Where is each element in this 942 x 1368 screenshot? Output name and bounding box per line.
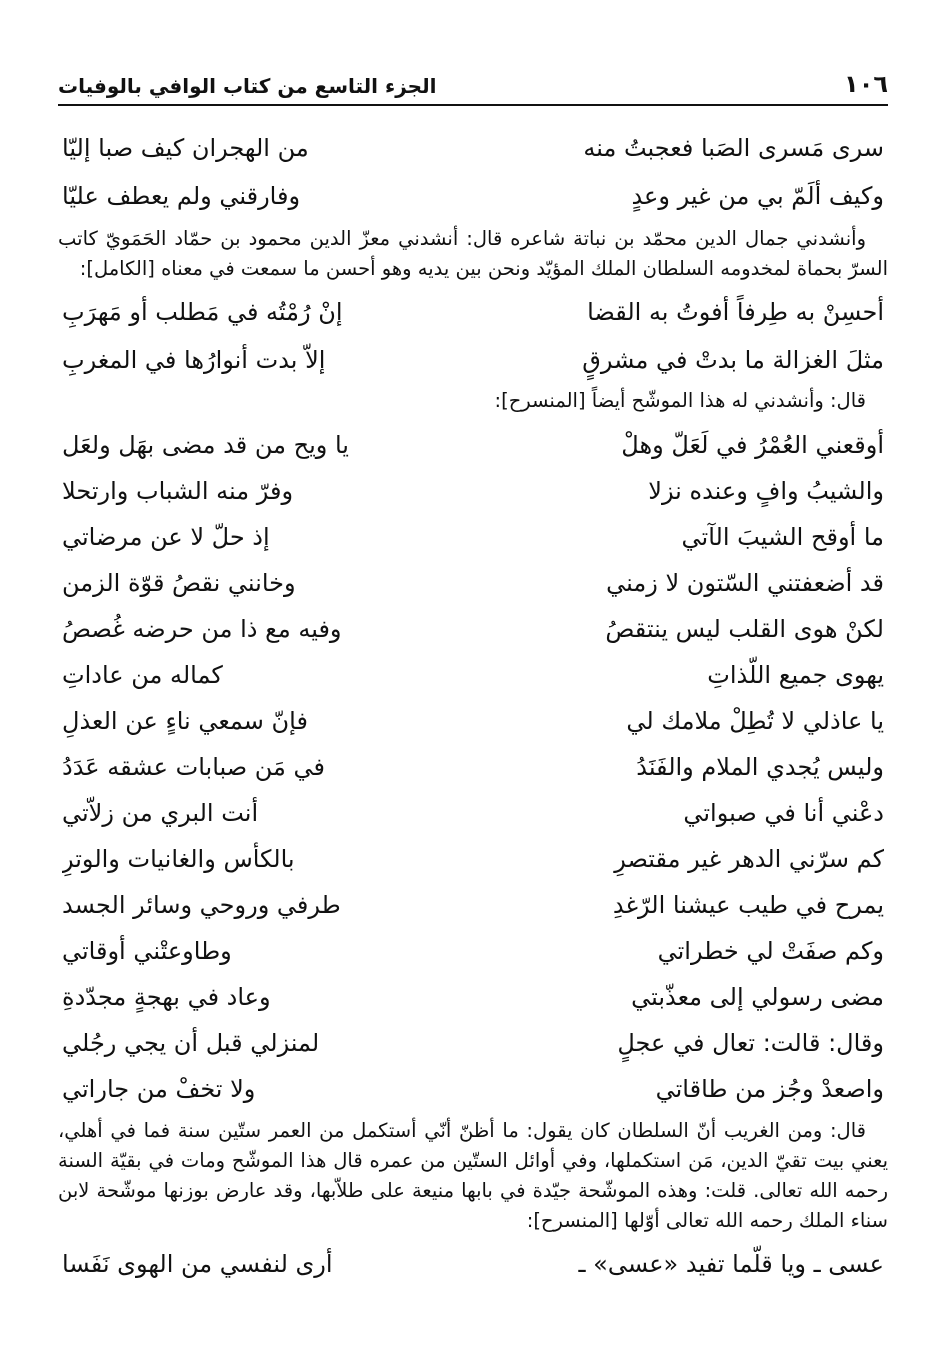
verse-line [58,422,888,468]
verse-first-hemistich: قد أضعفتني السّتون لا زمني [606,569,884,597]
verse-second-hemistich: إنْ رُمْتُه في مَطلب أو مَهرَبِ [62,298,343,326]
verse-second-hemistich: طرفي وروحي وسائر الجسد [62,891,341,919]
prose-paragraph: وأنشدني جمال الدين محمّد بن نباتة شاعره قال: أنشدني معزّ الدين محمود بن حمّاد الحَمَويّ كاتب السرّ بحماة لمخدومه السلطان الملك المؤيّد ونحن بين يديه وهو أحسن ما سمعت في معناه [الكامل]: [58,227,888,280]
verse-second-hemistich: فإنّ سمعي ناءٍ عن العذلِ [62,707,308,735]
book-page [58,54,888,1288]
verse-first-hemistich: واصعدْ وجُز من طاقاتي [655,1075,884,1103]
verse-first-hemistich: أحسِنْ به طِرفاً أفوتُ به القضا [587,298,884,326]
page-content [58,124,888,1288]
verse-group [58,124,888,220]
verse-line [58,468,888,514]
verse-second-hemistich: أرى لنفسي من الهوى نَفَسا [62,1250,333,1278]
verse-first-hemistich: يمرح في طيب عيشنا الرّغدِ [612,891,884,919]
verse-line [58,1240,888,1288]
verse-line [58,336,888,384]
verse-group [58,288,888,384]
verse-second-hemistich: يا ويح من قد مضى بهَل ولعَل [62,431,349,459]
verse-second-hemistich: وخانني نقصُ قوّة الزمن [62,569,296,597]
verse-line [58,836,888,882]
prose-paragraph: قال: وأنشدني له هذا الموشّح أيضاً [المنسرح]: [494,389,866,412]
verse-second-hemistich: أنت البري من زلاّتي [62,799,259,827]
verse-first-hemistich: دعْني أنا في صبواتي [683,799,884,827]
verse-second-hemistich: وفيه مع ذا من حرضه غُصصُ [62,615,342,643]
running-title: الجزء التاسع من كتاب الوافي بالوفيات [58,74,437,98]
verse-line [58,790,888,836]
verse-first-hemistich: عسى ـ ويا قلّما تفيد «عسى» ـ [578,1250,884,1278]
verse-first-hemistich: وليس يُجدي الملام والفَنَدُ [636,753,884,781]
verse-first-hemistich: مثلَ الغزالة ما بدتْ في مشرقٍ [582,346,884,374]
verse-second-hemistich: وطاوعتْني أوقاتي [62,937,232,965]
verse-line [58,1066,888,1112]
verse-group [58,422,888,1112]
verse-first-hemistich: وقال: قالت: تعال في عجلٍ [617,1029,884,1057]
verse-line [58,560,888,606]
verse-line [58,1020,888,1066]
verse-first-hemistich: ما أوقح الشيبَ الآتي [681,523,884,551]
verse-line [58,882,888,928]
prose-paragraph: قال: ومن الغريب أنّ السلطان كان يقول: ما أظنّ أنّي أستكمل من العمر ستّين سنة فما في أهلي، يعني بيت تقيّ الدين، مَن استكملها، وفي أوائل الستّين من عمره قال هذا الموشّح ومات في بقيّة السنة رحمه الله تعالى. قلت: وهذه الموشّحة جيّدة في بابها منيعة على طلاّبها، وقد عارض بوزنها موشّحة لابن سناء الملك رحمه الله تعالى أوّلها [المنسرح]: [58,1119,888,1232]
verse-line [58,928,888,974]
verse-second-hemistich: ولا تخفْ من جاراتي [62,1075,256,1103]
verse-second-hemistich: من الهجران كيف صبا إليّا [62,134,309,162]
verse-second-hemistich: إلاّ بدت أنوارُها في المغربِ [62,346,326,374]
verse-second-hemistich: إذ حلّ لا عن مرضاتي [62,523,270,551]
verse-line [58,172,888,220]
verse-line [58,606,888,652]
verse-second-hemistich: في مَن صبابات عشقه عَدَدُ [62,753,325,781]
verse-second-hemistich: وفارقني ولم يعطف عليّا [62,182,301,210]
verse-line [58,974,888,1020]
verse-group [58,1240,888,1288]
verse-line [58,744,888,790]
verse-first-hemistich: وكيف ألَمّ بي من غير وعدٍ [631,182,884,210]
verse-line [58,514,888,560]
verse-first-hemistich: سرى مَسرى الصَبا فعجبتُ منه [583,134,884,162]
verse-first-hemistich: أوقعني العُمْرُ في لَعَلّ وهلْ [621,431,884,459]
page-header [58,54,888,106]
verse-first-hemistich: يا عاذلي لا تُطِلْ ملامك لي [626,707,884,735]
verse-first-hemistich: مضى رسولي إلى معذّبتي [631,983,884,1011]
verse-second-hemistich: لمنزلي قبل أن يجي رجُلي [62,1029,320,1057]
verse-first-hemistich: لكنْ هوى القلب ليس ينتقصُ [605,615,884,643]
verse-second-hemistich: بالكأس والغانيات والوترِ [62,845,295,873]
verse-second-hemistich: كماله من عاداتِ [62,661,223,689]
verse-line [58,652,888,698]
verse-first-hemistich: كم سرّني الدهر غير مقتصرِ [614,845,884,873]
verse-first-hemistich: والشيبُ وافٍ وعنده نزلا [648,477,884,505]
verse-first-hemistich: يهوى جميع اللّذاتِ [707,661,884,689]
verse-second-hemistich: وفرّ منه الشباب وارتحلا [62,477,294,505]
verse-first-hemistich: وكم صفَتْ لي خطراتي [657,937,884,965]
verse-line [58,288,888,336]
verse-line [58,124,888,172]
verse-second-hemistich: وعاد في بهجةٍ مجدّدةِ [62,983,271,1011]
page-number: ١٠٦ [844,70,888,98]
verse-line [58,698,888,744]
